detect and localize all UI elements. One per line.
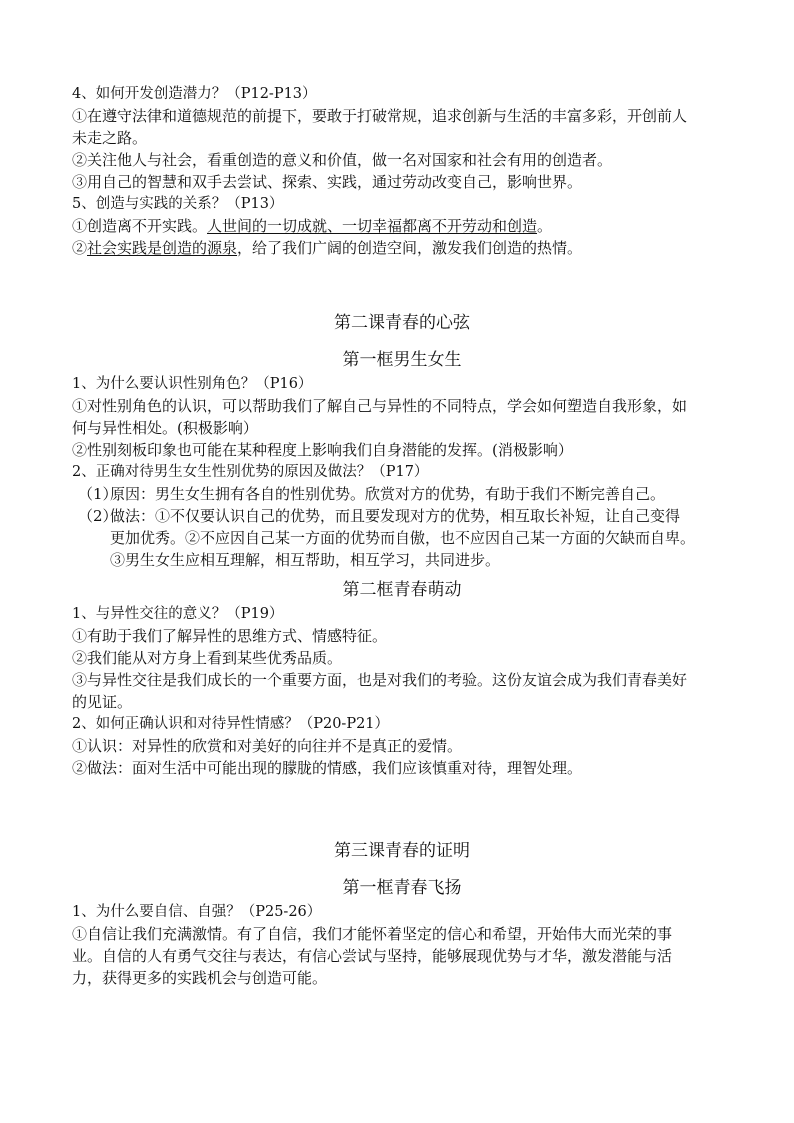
underlined-text: 人世间的一切成就、一切幸福都离不开劳动和创造 (207, 217, 538, 235)
answer-text: ，给了我们广阔的创造空间，激发我们创造的热情。 (237, 239, 583, 257)
answer-line (72, 215, 732, 237)
answer-line: ②关注他人与社会，看重创造的意义和价值，做一名对国家和社会有用的创造者。 (72, 151, 613, 169)
answer-line: ③与异性交往是我们成长的一个重要方面，也是对我们的考验。这份友谊会成为我们青春美好 (72, 671, 688, 689)
answer-line (72, 237, 732, 259)
answer-line: ①在遵守法律和道德规范的前提下，要敢于打破常规，追求创新与生活的丰富多彩，开创前人 (72, 107, 688, 125)
question-heading: 2、正确对待男生女生性别优势的原因及做法？（P17） (72, 464, 429, 480)
answer-line: 未走之路。 (72, 129, 148, 147)
answer-line: 业。自信的人有勇气交往与表达，有信心尝试与坚持，能够展现优势与才华，激发潜能与活 (72, 947, 673, 965)
answer-line: ①对性别角色的认识，可以帮助我们了解自己与异性的不同特点，学会如何塑造自我形象，如 (72, 397, 688, 415)
answer-line: ③用自己的智慧和双手去尝试、探索、实践，通过劳动改变自己，影响世界。 (72, 173, 583, 191)
answer-line: ②我们能从对方身上看到某些优秀品质。 (72, 649, 343, 667)
underlined-text: 社会实践是创造的源泉 (87, 239, 238, 257)
sub-item-text: 原因：男生女生拥有各自的性别优势。欣赏对方的优势，有助于我们不断完善自己。 (110, 485, 666, 503)
answer-text: ①创造离不开实践。 (72, 217, 208, 235)
frame-title: 第一框青春飞扬 (342, 878, 462, 898)
answer-line: 的见证。 (72, 693, 133, 711)
sub-item-text: 做法：①不仅要认识自己的优势，而且要发现对方的优势，相互取长补短，让自己变得 (110, 507, 681, 525)
answer-line: ②做法：面对生活中可能出现的朦胧的情感，我们应该慎重对待，理智处理。 (72, 759, 583, 777)
lesson-title: 第二课青春的心弦 (334, 313, 470, 333)
answer-line: ②性别刻板印象也可能在某种程度上影响我们自身潜能的发挥。(消极影响） (72, 441, 573, 459)
question-heading: 1、为什么要认识性别角色？（P16） (72, 376, 313, 392)
sub-item-number: （1） (78, 485, 118, 503)
frame-title: 第一框男生女生 (342, 350, 462, 370)
frame-title: 第二框青春萌动 (342, 580, 462, 600)
sub-item-number: （2） (78, 507, 118, 525)
sub-item-continuation: ③男生女生应相互理解，相互帮助，相互学习，共同进步。 (110, 551, 501, 569)
question-heading: 4、如何开发创造潜力？（P12-P13） (72, 86, 317, 102)
answer-line: 力，获得更多的实践机会与创造可能。 (72, 969, 328, 987)
question-heading: 1、与异性交往的意义？（P19） (72, 606, 284, 622)
answer-line: 何与异性相处。(积极影响） (72, 419, 258, 437)
question-heading: 1、为什么要自信、自强？（P25-26） (72, 904, 322, 920)
question-heading: 5、创造与实践的关系？（P13） (72, 196, 284, 212)
sub-item (72, 483, 732, 505)
sub-item (72, 505, 732, 527)
question-heading: 2、如何正确认识和对待异性情感？（P20-P21） (72, 716, 390, 732)
lesson-title: 第三课青春的证明 (334, 841, 470, 861)
answer-line: ①有助于我们了解异性的思维方式、情感特征。 (72, 627, 388, 645)
answer-text: 。 (537, 217, 553, 235)
sub-item-continuation: 更加优秀。②不应因自己某一方面的优势而自傲，也不应因自己某一方面的欠缺而自卑。 (110, 529, 696, 547)
answer-text: ② (72, 239, 88, 257)
answer-line: ①自信让我们充满激情。有了自信，我们才能怀着坚定的信心和希望，开始伟大而光荣的事 (72, 925, 673, 943)
answer-line: ①认识：对异性的欣赏和对美好的向往并不是真正的爱情。 (72, 737, 463, 755)
document-content (72, 83, 732, 989)
